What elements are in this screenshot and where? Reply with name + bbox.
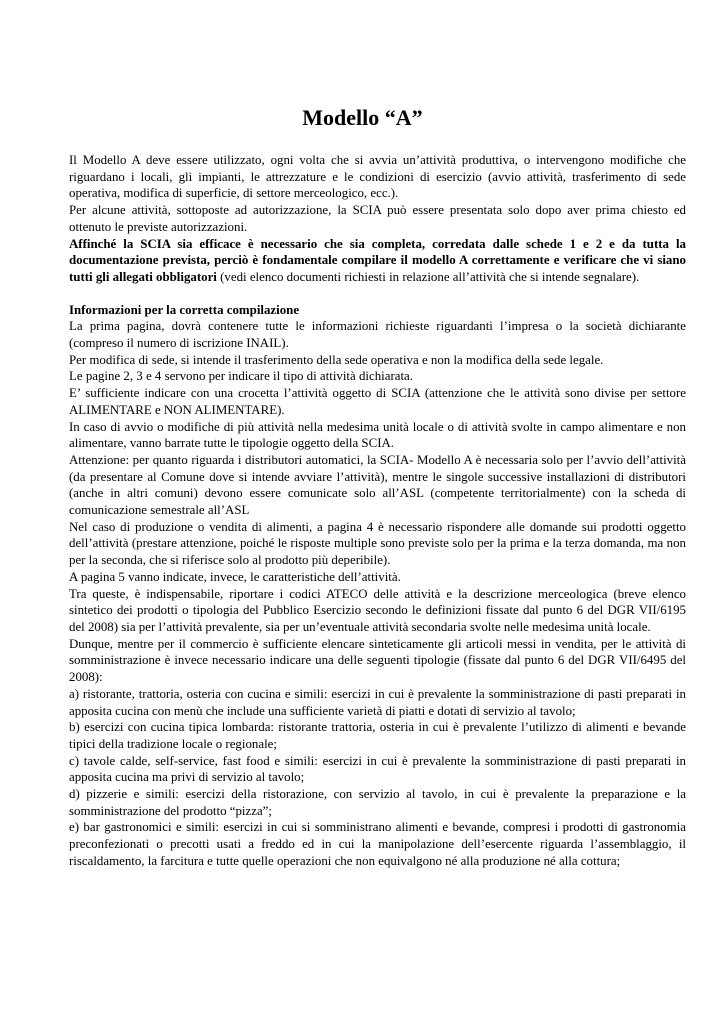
- section-paragraph: Le pagine 2, 3 e 4 servono per indicare il tipo di attività dichiarata.: [69, 369, 413, 384]
- section-paragraph: Tra queste, è indispensabile, riportare i codici ATECO delle attività e la descrizione merceologica (breve elenco sintetico dei prodotti o tipologia del Pubblico Esercizio secondo le definizioni fissate dal punto 6 del DGR VII/6195 del 2008) sia per l’attività prevalente, sia per un’eventuale attività secondaria svolte nelle medesima unità locale.: [69, 586, 686, 634]
- section-paragraph: E’ sufficiente indicare con una crocetta l’attività oggetto di SCIA (attenzione che le attività sono divise per settore ALIMENTARE e NON ALIMENTARE).: [69, 386, 686, 417]
- section-paragraph: A pagina 5 vanno indicate, invece, le caratteristiche dell’attività.: [69, 569, 401, 584]
- document-title: Modello “A”: [302, 105, 423, 130]
- list-item: d) pizzerie e simili: esercizi della ristorazione, con servizio al tavolo, in cui è prevalente la preparazione e la somministrazione del prodotto “pizza”;: [69, 787, 686, 818]
- list-item: c) tavole calde, self-service, fast food e simili: esercizi in cui è prevalente la somministrazione di pasti preparati in apposita cucina ma privi di servizio al tavolo;: [69, 753, 686, 785]
- document-body: [69, 152, 686, 870]
- intro-paragraph-3: [69, 236, 686, 286]
- section-paragraph: La prima pagina, dovrà contenere tutte le informazioni richieste riguardanti l’impresa o la società dichiarante (compreso il numero di iscrizione INAIL).: [69, 319, 686, 351]
- list-item: a) ristorante, trattoria, osteria con cucina e simili: esercizi in cui è prevalente la somministrazione di pasti preparati in apposita cucina con menù che include una sufficiente varietà di piatti e dotati di servizio al tavolo;: [69, 686, 686, 718]
- list-item: e) bar gastronomici e simili: esercizi in cui si somministrano alimenti e bevande, compresi i prodotti di gastronomia preconfezionati o precotti usati a freddo ed in cui la manipolazione dell’esercente riguarda l’assemblaggio, il riscaldamento, la farcitura e tutte quelle operazioni che non equivalgono né alla produzione né alla cottura;: [69, 820, 686, 868]
- section-paragraph: Per modifica di sede, si intende il trasferimento della sede operativa e non la modifica della sede legale.: [69, 352, 604, 367]
- section-paragraph: In caso di avvio o modifiche di più attività nella medesima unità locale o di attività svolte in campo alimentare e non alimentare, vanno barrate tutte le tipologie oggetto della SCIA.: [69, 419, 686, 451]
- list-item: b) esercizi con cucina tipica lombarda: ristorante trattoria, osteria in cui è prevalente l’utilizzo di alimenti e bevande tipici della tradizione locale o regionale;: [69, 720, 686, 751]
- intro-paragraph-3-rest: (vedi elenco documenti richiesti in relazione all’attività che si intende segnalare).: [216, 269, 640, 284]
- intro-paragraph-2: Per alcune attività, sottoposte ad autorizzazione, la SCIA può essere presentata solo dopo aver prima chiesto ed ottenuto le previste autorizzazioni.: [69, 203, 686, 234]
- section-paragraph: Nel caso di produzione o vendita di alimenti, a pagina 4 è necessario rispondere alle domande sui prodotti oggetto dell’attività (prestare attenzione, poiché le risposte multiple sono previste solo per la prima e la terza domanda, ma non per la seconda, che si riferisce solo al prodotto più deperibile).: [69, 519, 686, 568]
- section-paragraph: Dunque, mentre per il commercio è sufficiente elencare sinteticamente gli articoli messi in vendita, per le attività di somministrazione è invece necessario indicare una delle seguenti tipologie (fissate dal punto 6 del DGR VII/6495 del 2008):: [69, 636, 686, 685]
- intro-paragraph-3-bold: Affinché la SCIA sia efficace è necessario che sia completa, corredata dalle schede 1 e 2 e da tutta la documentazione prevista, perciò è fondamentale compilare il modello A correttamente e verificare che vi siano tutti gli allegati obbligatori: [69, 236, 686, 284]
- section-paragraph: Attenzione: per quanto riguarda i distributori automatici, la SCIA- Modello A è necessaria solo per l’avvio dell’attività (da presentare al Comune dove si intende avviare l’attività), mentre le singole successive installazioni di distributori (anche in altri comuni) devono essere comunicate solo all’ASL (competente territorialmente) con la scheda di comunicazione semestrale all’ASL: [69, 452, 686, 518]
- section-spacer: [69, 286, 686, 302]
- intro-paragraph-1: Il Modello A deve essere utilizzato, ogni volta che si avvia un’attività produttiva, o intervengono modifiche che riguardano i locali, gli impianti, le attrezzature e le condizioni di esercizio (avvio attività, trasferimento di sede operativa, modifica di superficie, di settore merceologico, ecc.).: [69, 153, 686, 201]
- section-heading: Informazioni per la corretta compilazione: [69, 302, 300, 317]
